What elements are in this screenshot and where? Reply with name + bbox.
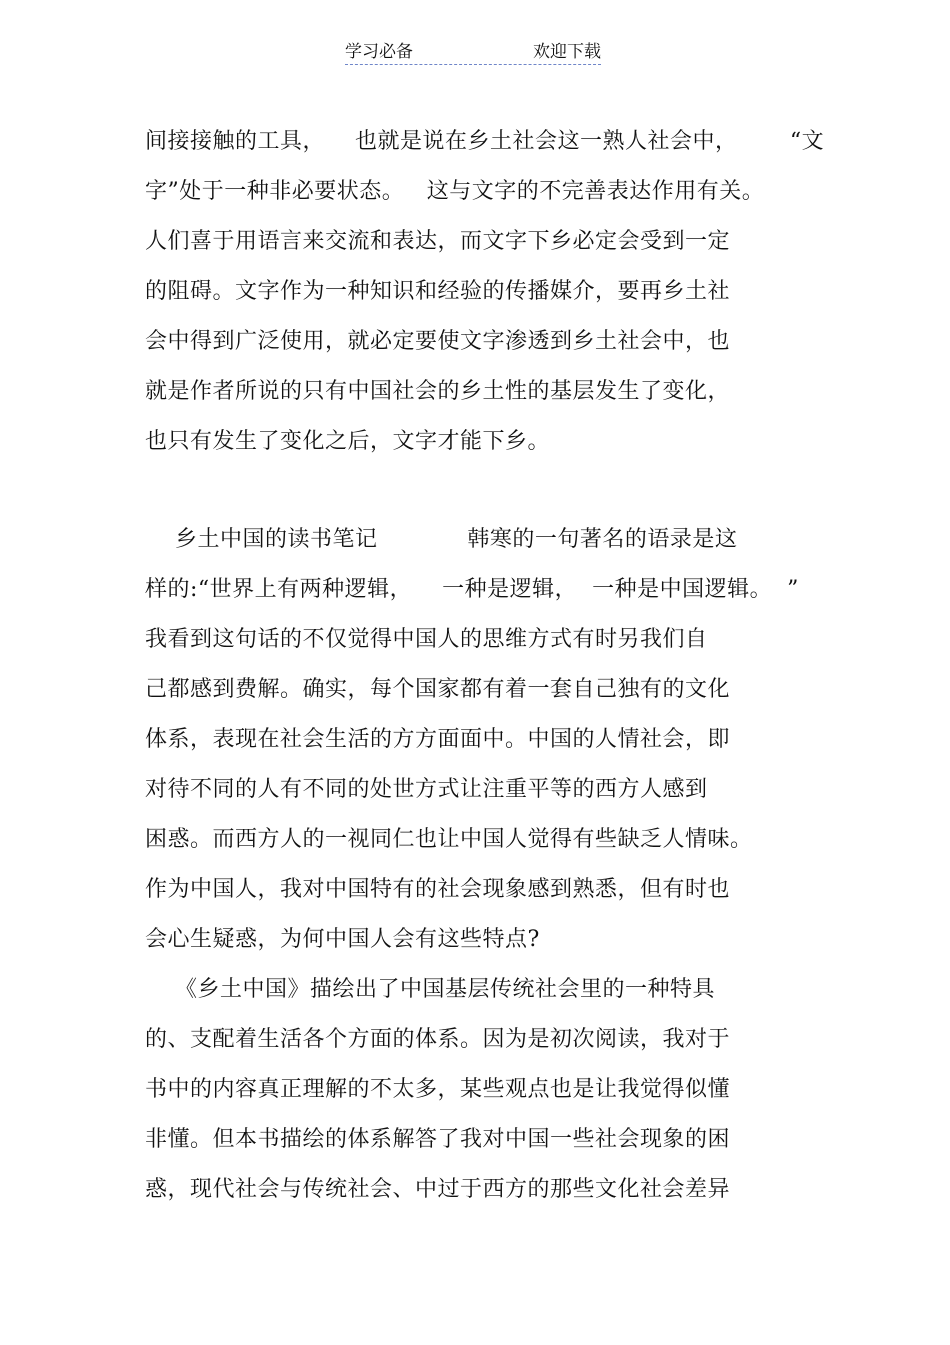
text-line: 惑，现代社会与传统社会、中过于西方的那些文化社会差异	[145, 1177, 731, 1202]
text-line: 的、支配着生活各个方面的体系。因为是初次阅读，我对于	[145, 1027, 731, 1052]
text-line: 间接接触的工具， 也就是说在乡土社会这一熟人社会中， “文	[145, 129, 825, 154]
header-right-text: 欢迎下载	[533, 42, 601, 62]
header-left-text: 学习必备	[345, 42, 413, 62]
text-line: 会心生疑惑，为何中国人会有这些特点?	[145, 927, 540, 952]
text-line: 书中的内容真正理解的不太多，某些观点也是让我觉得似懂	[145, 1077, 731, 1102]
text-line: 对待不同的人有不同的处世方式让注重平等的西方人感到	[145, 777, 708, 802]
text-line: 也只有发生了变化之后，文字才能下乡。	[145, 429, 551, 454]
text-line: 我看到这句话的不仅觉得中国人的思维方式有时另我们自	[145, 627, 708, 652]
text-line: 会中得到广泛使用，就必定要使文字渗透到乡土社会中，也	[145, 329, 731, 354]
text-line: 乡土中国的读书笔记 韩寒的一句著名的语录是这	[145, 527, 738, 552]
text-line: 字”处于一种非必要状态。 这与文字的不完善表达作用有关。	[145, 179, 765, 204]
text-line: 《乡土中国》描绘出了中国基层传统社会里的一种特具	[145, 977, 715, 1002]
text-line: 困惑。而西方人的一视同仁也让中国人觉得有些缺乏人情味。	[145, 827, 753, 852]
text-line: 的阻碍。文字作为一种知识和经验的传播媒介，要再乡土社	[145, 279, 731, 304]
page-header	[345, 40, 601, 65]
text-line: 己都感到费解。确实，每个国家都有着一套自己独有的文化	[145, 677, 731, 702]
text-line: 非懂。但本书描绘的体系解答了我对中国一些社会现象的困	[145, 1127, 731, 1152]
text-line: 作为中国人，我对中国特有的社会现象感到熟悉，但有时也	[145, 877, 731, 902]
text-line: 体系，表现在社会生活的方方面面中。中国的人情社会，即	[145, 727, 731, 752]
text-line: 人们喜于用语言来交流和表达，而文字下乡必定会受到一定	[145, 229, 731, 254]
text-line: 就是作者所说的只有中国社会的乡土性的基层发生了变化，	[145, 379, 731, 404]
text-line: 样的:“世界上有两种逻辑， 一种是逻辑， 一种是中国逻辑。 ”	[145, 577, 799, 602]
